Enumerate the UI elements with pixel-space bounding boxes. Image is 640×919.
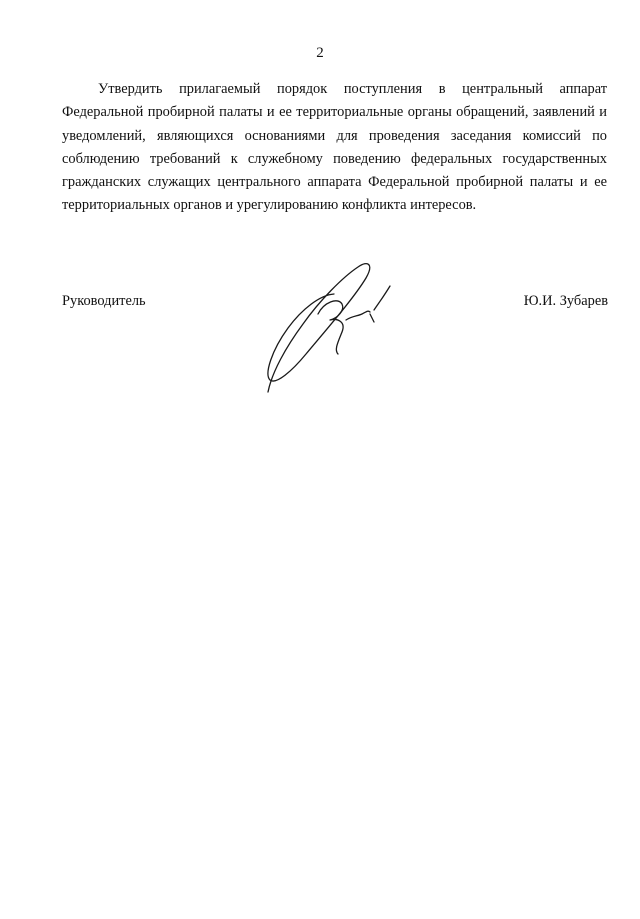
signatory-name: Ю.И. Зубарев bbox=[523, 293, 608, 309]
signatory-title: Руководитель bbox=[62, 293, 146, 309]
body-paragraph: Утвердить прилагаемый порядок поступления в центральный аппарат Федеральной пробирной палаты и ее территориальные органы обращений, заявлений и уведомлений, являющихся основаниями для проведения заседания комиссий по соблюдению требований к служебному поведению федеральных государственных гражданских служащих центрального аппарата Федеральной пробирной палаты и ее территориальных органов и урегулированию конфликта интересов. bbox=[62, 81, 607, 214]
page-number: 2 bbox=[316, 45, 324, 61]
handwritten-signature bbox=[258, 252, 408, 397]
